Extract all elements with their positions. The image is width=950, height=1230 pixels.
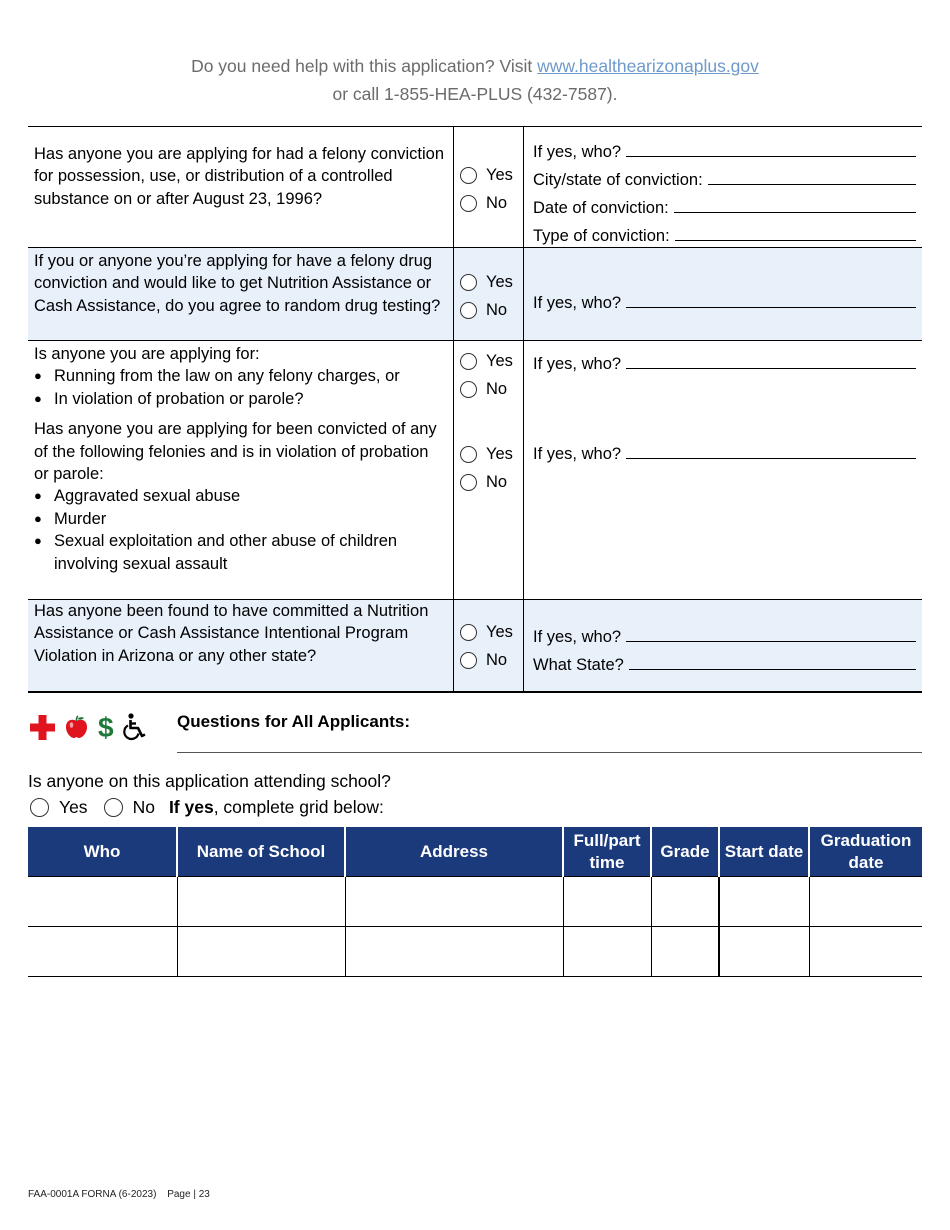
table-row <box>28 877 922 927</box>
q3-yes-radio[interactable]: Yes <box>454 347 523 375</box>
list-item: ● Murder <box>34 508 445 530</box>
q1-who-field[interactable]: If yes, who? <box>533 135 916 163</box>
column-header: Name of School <box>177 827 345 877</box>
divider <box>177 752 922 753</box>
q5-no-radio[interactable]: No <box>454 646 523 674</box>
school-question: Is anyone on this application attending school? <box>28 771 391 791</box>
grade-cell[interactable] <box>651 877 719 927</box>
section-heading: Questions for All Applicants: <box>177 712 410 731</box>
school-name-cell[interactable] <box>177 877 345 927</box>
page-number: Page | 23 <box>167 1189 210 1200</box>
question-3 <box>34 341 445 410</box>
q1-yes-radio[interactable]: Yes <box>454 161 523 189</box>
q5-yes-radio[interactable]: Yes <box>454 618 523 646</box>
wheelchair-icon <box>123 713 149 741</box>
q1-no-radio[interactable]: No <box>454 189 523 217</box>
radio-circle-icon[interactable] <box>460 474 477 491</box>
school-no-radio[interactable]: No <box>104 797 155 818</box>
question-3-intro: Is anyone you are applying for: <box>34 345 260 363</box>
school-yes-radio[interactable]: Yes <box>30 797 88 818</box>
question-5-text: Has anyone been found to have committed a Nutrition Assistance or Cash Assistance Intentional Program Violation in Arizona or any other state? <box>34 602 429 665</box>
list-item: ● Running from the law on any felony charges, or <box>34 365 445 387</box>
question-4-bullets <box>34 485 445 575</box>
address-cell[interactable] <box>345 927 563 977</box>
school-instruction: If yes, complete grid below: <box>168 797 384 817</box>
help-phone: or call 1-855-HEA-PLUS (432-7587). <box>332 84 618 104</box>
question-row-3 <box>28 341 922 600</box>
dollar-icon: $ <box>98 711 114 743</box>
who-cell[interactable] <box>28 927 177 977</box>
radio-circle-icon[interactable] <box>460 353 477 370</box>
q2-yes-radio[interactable]: Yes <box>454 268 523 296</box>
radio-circle-icon[interactable] <box>104 798 123 817</box>
column-header: Address <box>345 827 563 877</box>
school-options <box>30 797 384 818</box>
question-4 <box>34 410 445 575</box>
radio-circle-icon[interactable] <box>460 381 477 398</box>
q1-city-field[interactable]: City/state of conviction: <box>533 163 916 191</box>
question-3-bullets <box>34 365 445 410</box>
radio-circle-icon[interactable] <box>460 167 477 184</box>
radio-circle-icon[interactable] <box>30 798 49 817</box>
graduation-date-cell[interactable] <box>809 877 922 927</box>
q5-state-field[interactable]: What State? <box>533 648 916 676</box>
radio-circle-icon[interactable] <box>460 624 477 641</box>
help-text: Do you need help with this application? Visit <box>191 56 538 76</box>
q4-yes-radio[interactable]: Yes <box>454 440 523 468</box>
grade-cell[interactable] <box>651 927 719 977</box>
question-row-1 <box>28 127 922 248</box>
column-header: Grade <box>651 827 719 877</box>
help-notice <box>0 52 950 108</box>
graduation-date-cell[interactable] <box>809 927 922 977</box>
medical-cross-icon <box>30 715 55 740</box>
question-1-text: Has anyone you are applying for had a felony conviction for possession, use, or distribution of a controlled substance on or after August 23, 1996? <box>34 145 445 208</box>
page-footer <box>28 1189 218 1200</box>
address-cell[interactable] <box>345 877 563 927</box>
column-header: Who <box>28 827 177 877</box>
help-link[interactable]: www.healthearizonaplus.gov <box>537 56 759 76</box>
start-date-cell[interactable] <box>719 927 809 977</box>
question-4-intro: Has anyone you are applying for been convicted of any of the following felonies and is in violation of probation or parole: <box>34 420 437 484</box>
q1-date-field[interactable]: Date of conviction: <box>533 191 916 219</box>
q4-no-radio[interactable]: No <box>454 468 523 496</box>
apple-icon <box>64 715 89 740</box>
list-item: ● Aggravated sexual abuse <box>34 485 445 507</box>
form-number: FAA-0001A FORNA (6-2023) <box>28 1189 157 1200</box>
program-icons <box>30 713 149 741</box>
list-item: ● In violation of probation or parole? <box>34 388 445 410</box>
column-header: Graduation date <box>809 827 922 877</box>
column-header: Full/part time <box>563 827 651 877</box>
column-header: Start date <box>719 827 809 877</box>
school-grid-header <box>28 827 922 877</box>
who-cell[interactable] <box>28 877 177 927</box>
start-date-cell[interactable] <box>719 877 809 927</box>
radio-circle-icon[interactable] <box>460 274 477 291</box>
q2-who-field[interactable]: If yes, who? <box>533 286 916 314</box>
q3-who-field[interactable]: If yes, who? <box>533 347 916 375</box>
radio-circle-icon[interactable] <box>460 446 477 463</box>
q2-no-radio[interactable]: No <box>454 296 523 324</box>
felony-questions-table <box>28 126 922 693</box>
q4-who-field[interactable]: If yes, who? <box>533 437 916 465</box>
table-row <box>28 927 922 977</box>
radio-circle-icon[interactable] <box>460 195 477 212</box>
q3-no-radio[interactable]: No <box>454 375 523 403</box>
question-row-5 <box>28 600 922 693</box>
question-row-2 <box>28 248 922 341</box>
full-part-time-cell[interactable] <box>563 877 651 927</box>
radio-circle-icon[interactable] <box>460 652 477 669</box>
list-item: ● Sexual exploitation and other abuse of children involving sexual assault <box>34 530 445 575</box>
q1-type-field[interactable]: Type of conviction: <box>533 219 916 247</box>
full-part-time-cell[interactable] <box>563 927 651 977</box>
school-grid <box>28 827 922 977</box>
school-name-cell[interactable] <box>177 927 345 977</box>
radio-circle-icon[interactable] <box>460 302 477 319</box>
q5-who-field[interactable]: If yes, who? <box>533 620 916 648</box>
question-2-text: If you or anyone you’re applying for have a felony drug conviction and would like to get Nutrition Assistance or Cash Assistance, do you agree to random drug testing? <box>34 252 441 315</box>
